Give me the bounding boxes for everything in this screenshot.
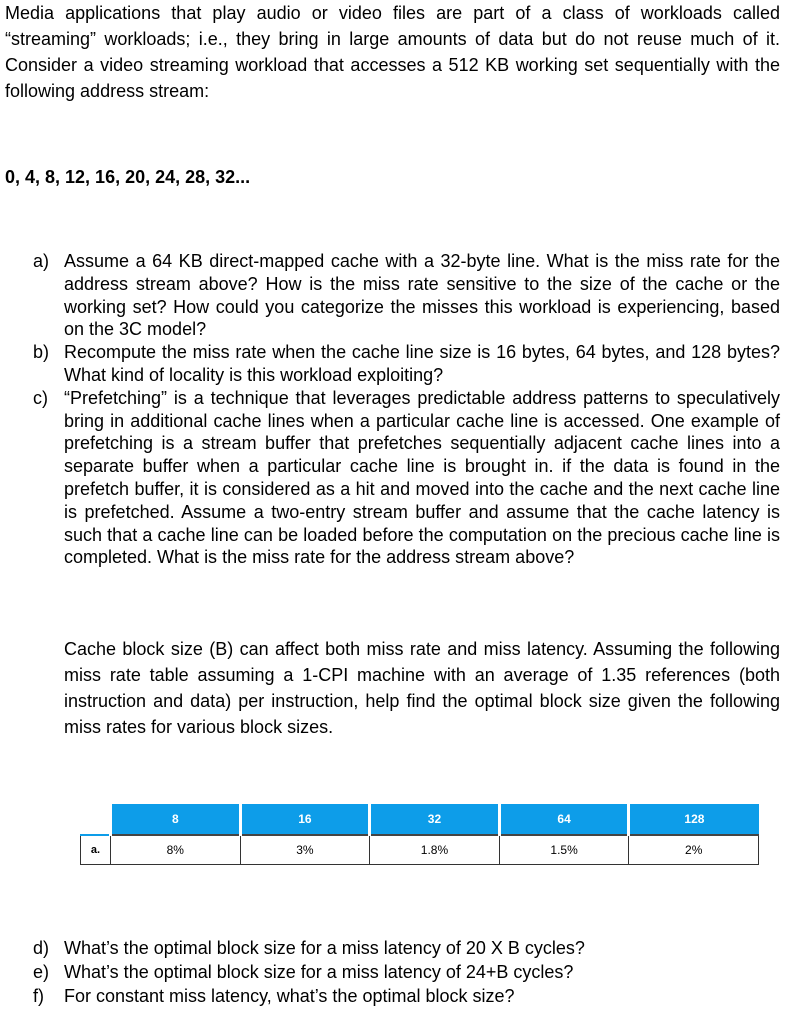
miss-rate-table: [80, 804, 759, 865]
table-header-row: [81, 804, 759, 835]
question-text: For constant miss latency, what’s the optimal block size?: [64, 986, 515, 1006]
question-marker: f): [33, 986, 44, 1006]
address-stream: 0, 4, 8, 12, 16, 20, 24, 28, 32...: [5, 167, 251, 187]
question-text: What’s the optimal block size for a miss latency of 20 X B cycles?: [64, 938, 585, 958]
table-corner-cell: [81, 804, 111, 835]
table-header-cell: 32: [370, 804, 500, 835]
question-marker: b): [33, 342, 50, 363]
block-size-paragraph: Cache block size (B) can affect both miss rate and miss latency. Assuming the following miss rate table assuming a 1-CPI machine with an average of 1.35 references (both instruction and data) per instruction, help find the optimal block size given the following miss rates for various block sizes.: [64, 639, 780, 737]
question-item: [33, 387, 780, 569]
table-cell: 1.8%: [370, 835, 500, 865]
question-marker: c): [33, 387, 48, 408]
table-row-label: a.: [81, 835, 111, 865]
question-marker: d): [33, 938, 50, 958]
table-cell: 3%: [240, 835, 370, 865]
table-cell: 1.5%: [499, 835, 629, 865]
intro-paragraph: Media applications that play audio or video files are part of a class of workloads called “streaming” workloads; i.e., they bring in large amounts of data but do not reuse much of it. Consider a video streaming workload that accesses a 512 KB working set sequentially with the following address stream:: [5, 3, 780, 101]
question-item: [33, 984, 780, 1008]
question-item: [33, 250, 780, 341]
table-header-cell: 8: [111, 804, 241, 835]
table-header-cell: 16: [240, 804, 370, 835]
question-item: [33, 341, 780, 387]
question-marker: a): [33, 251, 50, 271]
table-row: [81, 835, 759, 865]
question-text: Recompute the miss rate when the cache line size is 16 bytes, 64 bytes, and 128 bytes? What kind of locality is this workload exploiting?: [64, 342, 780, 385]
question-item: [33, 960, 780, 984]
question-list-abc: [33, 250, 780, 569]
question-text: “Prefetching” is a technique that leverages predictable address patterns to speculatively bring in additional cache lines when a particular cache line is accessed. One example of prefetching is a stream buffer that prefetches sequentially adjacent cache lines into a separate buffer when a particular cache line is brought in. if the data is found in the prefetch buffer, it is considered as a hit and moved into the cache and the next cache line is prefetched. Assume a two-entry stream buffer and assume that the cache latency is such that a cache line can be loaded before the computation on the precious cache line is completed. What is the miss rate for the address stream above?: [64, 387, 780, 568]
question-marker: e): [33, 962, 50, 982]
question-item: [33, 936, 780, 960]
table-header-cell: 64: [499, 804, 629, 835]
question-text: What’s the optimal block size for a miss latency of 24+B cycles?: [64, 962, 574, 982]
question-text: Assume a 64 KB direct-mapped cache with a 32-byte line. What is the miss rate for the address stream above? How is the miss rate sensitive to the size of the cache or the working set? How could you categorize the misses this workload is experiencing, based on the 3C model?: [64, 251, 780, 340]
table-header-cell: 128: [629, 804, 759, 835]
table-cell: 8%: [111, 835, 241, 865]
question-list-def: [33, 936, 780, 1008]
table-cell: 2%: [629, 835, 759, 865]
